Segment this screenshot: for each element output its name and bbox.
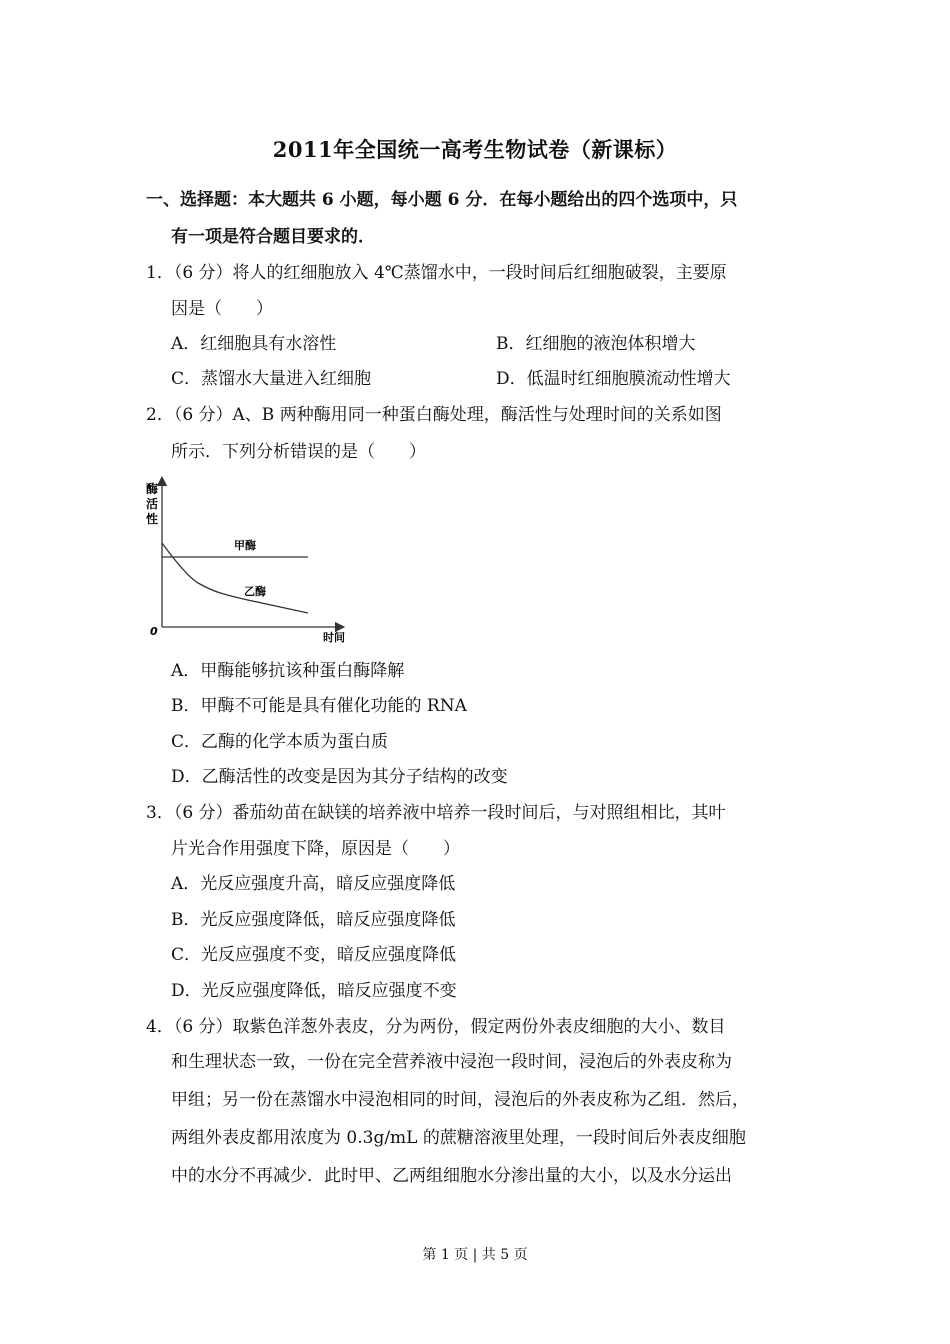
q3-option-b: B．光反应强度降低，暗反应强度降低	[171, 910, 456, 930]
q4-stem-line1: 4．（6 分）取紫色洋葱外表皮，分为两份，假定两份外表皮细胞的大小、数目	[146, 1017, 726, 1037]
q1-option-d: D．低温时红细胞膜流动性增大	[496, 369, 731, 389]
y-axis-label-char: 活	[146, 497, 159, 511]
q2-option-d: D．乙酶活性的改变是因为其分子结构的改变	[171, 767, 508, 787]
q3-stem-line1: 3．（6 分）番茄幼苗在缺镁的培养液中培养一段时间后，与对照组相比，其叶	[146, 803, 726, 823]
q3-option-a: A．光反应强度升高，暗反应强度降低	[171, 874, 456, 894]
q2-option-c: C．乙酶的化学本质为蛋白质	[171, 732, 389, 752]
y-axis-label-char: 酶	[146, 482, 159, 496]
q1-option-a: A．红细胞具有水溶性	[171, 334, 337, 354]
q4-stem-line3: 甲组；另一份在蒸馏水中浸泡相同的时间，浸泡后的外表皮称为乙组．然后，	[171, 1090, 749, 1110]
series-line-yimei	[162, 543, 308, 613]
q3-option-c: C．光反应强度不变，暗反应强度降低	[171, 945, 457, 965]
page-footer: 第 1 页 | 共 5 页	[422, 1247, 528, 1263]
q2-stem-line1: 2．（6 分）A、B 两种酶用同一种蛋白酶处理，酶活性与处理时间的关系如图	[146, 405, 722, 425]
q3-stem-line2: 片光合作用强度下降，原因是（ ）	[171, 839, 460, 859]
x-axis-label: 时间	[323, 631, 345, 644]
series-label-jiamei: 甲酶	[234, 539, 256, 552]
q4-stem-line2: 和生理状态一致，一份在完全营养液中浸泡一段时间，浸泡后的外表皮称为	[171, 1052, 732, 1072]
q2-option-b: B．甲酶不可能是具有催化功能的 RNA	[171, 696, 467, 716]
y-axis-label-chars	[146, 481, 158, 526]
q2-option-a: A．甲酶能够抗该种蛋白酶降解	[171, 661, 405, 681]
enzyme-activity-chart	[140, 475, 350, 650]
q1-option-b: B．红细胞的液泡体积增大	[496, 334, 696, 354]
q2-stem-line2: 所示．下列分析错误的是（ ）	[171, 442, 426, 462]
origin-label: 0	[150, 625, 158, 638]
section-heading-line1: 一、选择题：本大题共 6 小题，每小题 6 分．在每小题给出的四个选项中，只	[146, 190, 738, 210]
q3-option-d: D．光反应强度降低，暗反应强度不变	[171, 981, 457, 1001]
q1-option-c: C．蒸馏水大量进入红细胞	[171, 369, 372, 389]
section-heading-line2: 有一项是符合题目要求的．	[171, 227, 375, 247]
q1-stem-line1: 1．（6 分）将人的红细胞放入 4℃蒸馏水中，一段时间后红细胞破裂，主要原	[146, 263, 727, 283]
series-label-yimei: 乙酶	[244, 585, 266, 598]
q4-stem-line5: 中的水分不再减少．此时甲、乙两组细胞水分渗出量的大小，以及水分运出	[171, 1166, 732, 1186]
page-title: 2011年全国统一高考生物试卷（新课标）	[272, 137, 678, 162]
y-axis-label-char: 性	[146, 512, 159, 526]
q1-stem-line2: 因是（ ）	[171, 299, 273, 319]
q4-stem-line4: 两组外表皮都用浓度为 0.3g/mL 的蔗糖溶液里处理，一段时间后外表皮细胞	[171, 1128, 746, 1148]
